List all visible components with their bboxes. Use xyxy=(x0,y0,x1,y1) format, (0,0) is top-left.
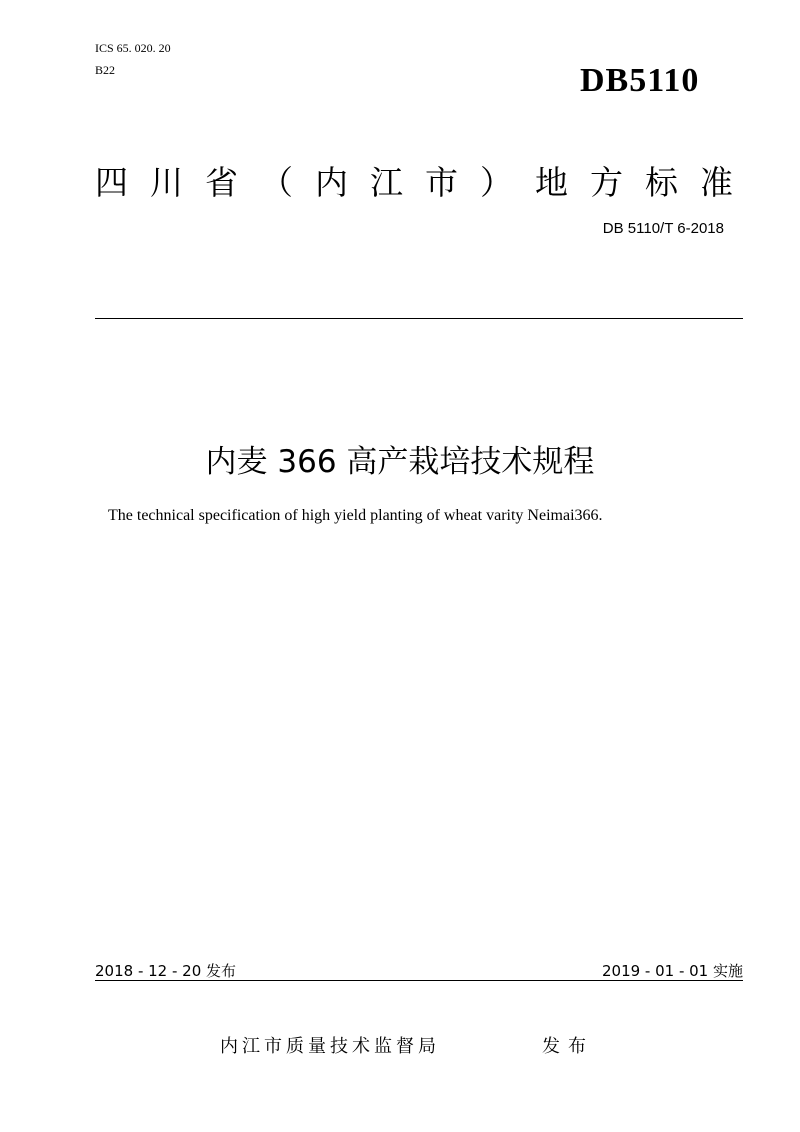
standard-number: DB 5110/T 6-2018 xyxy=(602,220,724,237)
publish-date: 2018 - 12 - 20 发布 xyxy=(95,962,237,980)
document-title-chinese: 内麦 366 高产栽培技术规程 xyxy=(205,444,595,480)
classification-code: B22 xyxy=(95,63,116,77)
issuing-authority: 内江市质量技术监督局 xyxy=(220,1036,440,1057)
bottom-divider xyxy=(95,980,743,981)
ics-code: ICS 65. 020. 20 xyxy=(95,41,171,55)
region-title: 四川省（内江市）地方标准 xyxy=(95,163,755,202)
implement-date: 2019 - 01 - 01 实施 xyxy=(601,962,743,980)
document-title-english: The technical specification of high yield planting of wheat varity Neimai366. xyxy=(108,507,603,524)
top-divider xyxy=(95,318,743,319)
issue-label: 发布 xyxy=(542,1036,594,1057)
standard-code: DB5110 xyxy=(580,62,700,99)
